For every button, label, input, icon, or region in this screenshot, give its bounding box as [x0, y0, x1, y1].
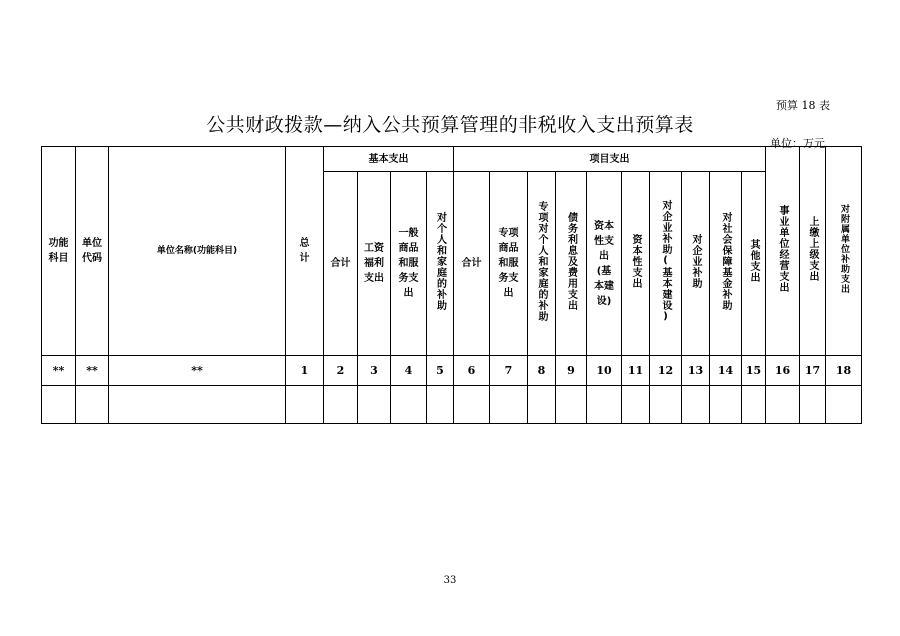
header-proj-personal: 专项对个人和家庭的补助: [528, 172, 556, 356]
number-row: [42, 356, 862, 386]
number-cell: 5: [427, 356, 454, 386]
header-wage: 工资福利支出: [358, 172, 391, 356]
header-debt: 债务利息及费用支出: [556, 172, 587, 356]
header-basic: 基本支出: [324, 147, 454, 172]
header-social: 对社会保障基金补助: [710, 172, 742, 356]
header-unit-code: 单位代码: [76, 147, 109, 356]
number-cell: 11: [622, 356, 650, 386]
data-cell: [682, 386, 710, 424]
number-cell: 6: [454, 356, 490, 386]
data-cell: [42, 386, 76, 424]
data-cell: [490, 386, 528, 424]
data-cell: [587, 386, 622, 424]
number-cell: 12: [650, 356, 682, 386]
data-cell: [556, 386, 587, 424]
header-capital: 资本性支出: [622, 172, 650, 356]
data-cell: [286, 386, 324, 424]
header-basic-sum: 合计: [324, 172, 358, 356]
data-cell: [742, 386, 766, 424]
number-cell: 14: [710, 356, 742, 386]
data-cell: [76, 386, 109, 424]
data-cell: [710, 386, 742, 424]
number-cell: 13: [682, 356, 710, 386]
empty-data-row: [42, 386, 862, 424]
data-cell: [622, 386, 650, 424]
number-cell: 8: [528, 356, 556, 386]
data-cell: [391, 386, 427, 424]
number-cell: 1: [286, 356, 324, 386]
header-upper: 上缴上级支出: [800, 147, 826, 356]
number-cell: 3: [358, 356, 391, 386]
header-func-code: 功能科目: [42, 147, 76, 356]
number-cell: 9: [556, 356, 587, 386]
data-cell: [826, 386, 862, 424]
header-proj-sum: 合计: [454, 172, 490, 356]
unit-label: 单位：万元: [770, 137, 825, 150]
header-ent-build: 对企业补助(基本建设): [650, 172, 682, 356]
header-total: 总计: [286, 147, 324, 356]
number-cell: 10: [587, 356, 622, 386]
number-cell: 15: [742, 356, 766, 386]
header-other: 其他支出: [742, 172, 766, 356]
number-cell: 2: [324, 356, 358, 386]
header-affiliate: 对附属单位补助支出: [826, 147, 862, 356]
number-cell: **: [109, 356, 286, 386]
data-cell: [766, 386, 800, 424]
number-cell: 7: [490, 356, 528, 386]
number-cell: **: [42, 356, 76, 386]
header-row-1: [42, 147, 862, 172]
table-number: 预算 18 表: [776, 99, 830, 112]
number-cell: 18: [826, 356, 862, 386]
header-ent: 对企业补助: [682, 172, 710, 356]
page-title: 公共财政拨款—纳入公共预算管理的非税收入支出预算表: [206, 114, 694, 136]
data-cell: [109, 386, 286, 424]
number-cell: 16: [766, 356, 800, 386]
number-cell: **: [76, 356, 109, 386]
data-cell: [324, 386, 358, 424]
data-cell: [528, 386, 556, 424]
header-unit-name: 单位名称(功能科目): [109, 147, 286, 356]
data-cell: [454, 386, 490, 424]
number-cell: 17: [800, 356, 826, 386]
header-proj-goods: 专项商品和服务支出: [490, 172, 528, 356]
data-cell: [358, 386, 391, 424]
data-cell: [800, 386, 826, 424]
header-biz-unit: 事业单位经营支出: [766, 147, 800, 356]
data-cell: [650, 386, 682, 424]
header-project: 项目支出: [454, 147, 766, 172]
budget-table: [41, 146, 862, 424]
header-goods: 一般商品和服务支出: [391, 172, 427, 356]
number-cell: 4: [391, 356, 427, 386]
header-personal: 对个人和家庭的补助: [427, 172, 454, 356]
header-capital-build: 资本性支出(基本建设): [587, 172, 622, 356]
data-cell: [427, 386, 454, 424]
page-number: 33: [443, 575, 457, 586]
